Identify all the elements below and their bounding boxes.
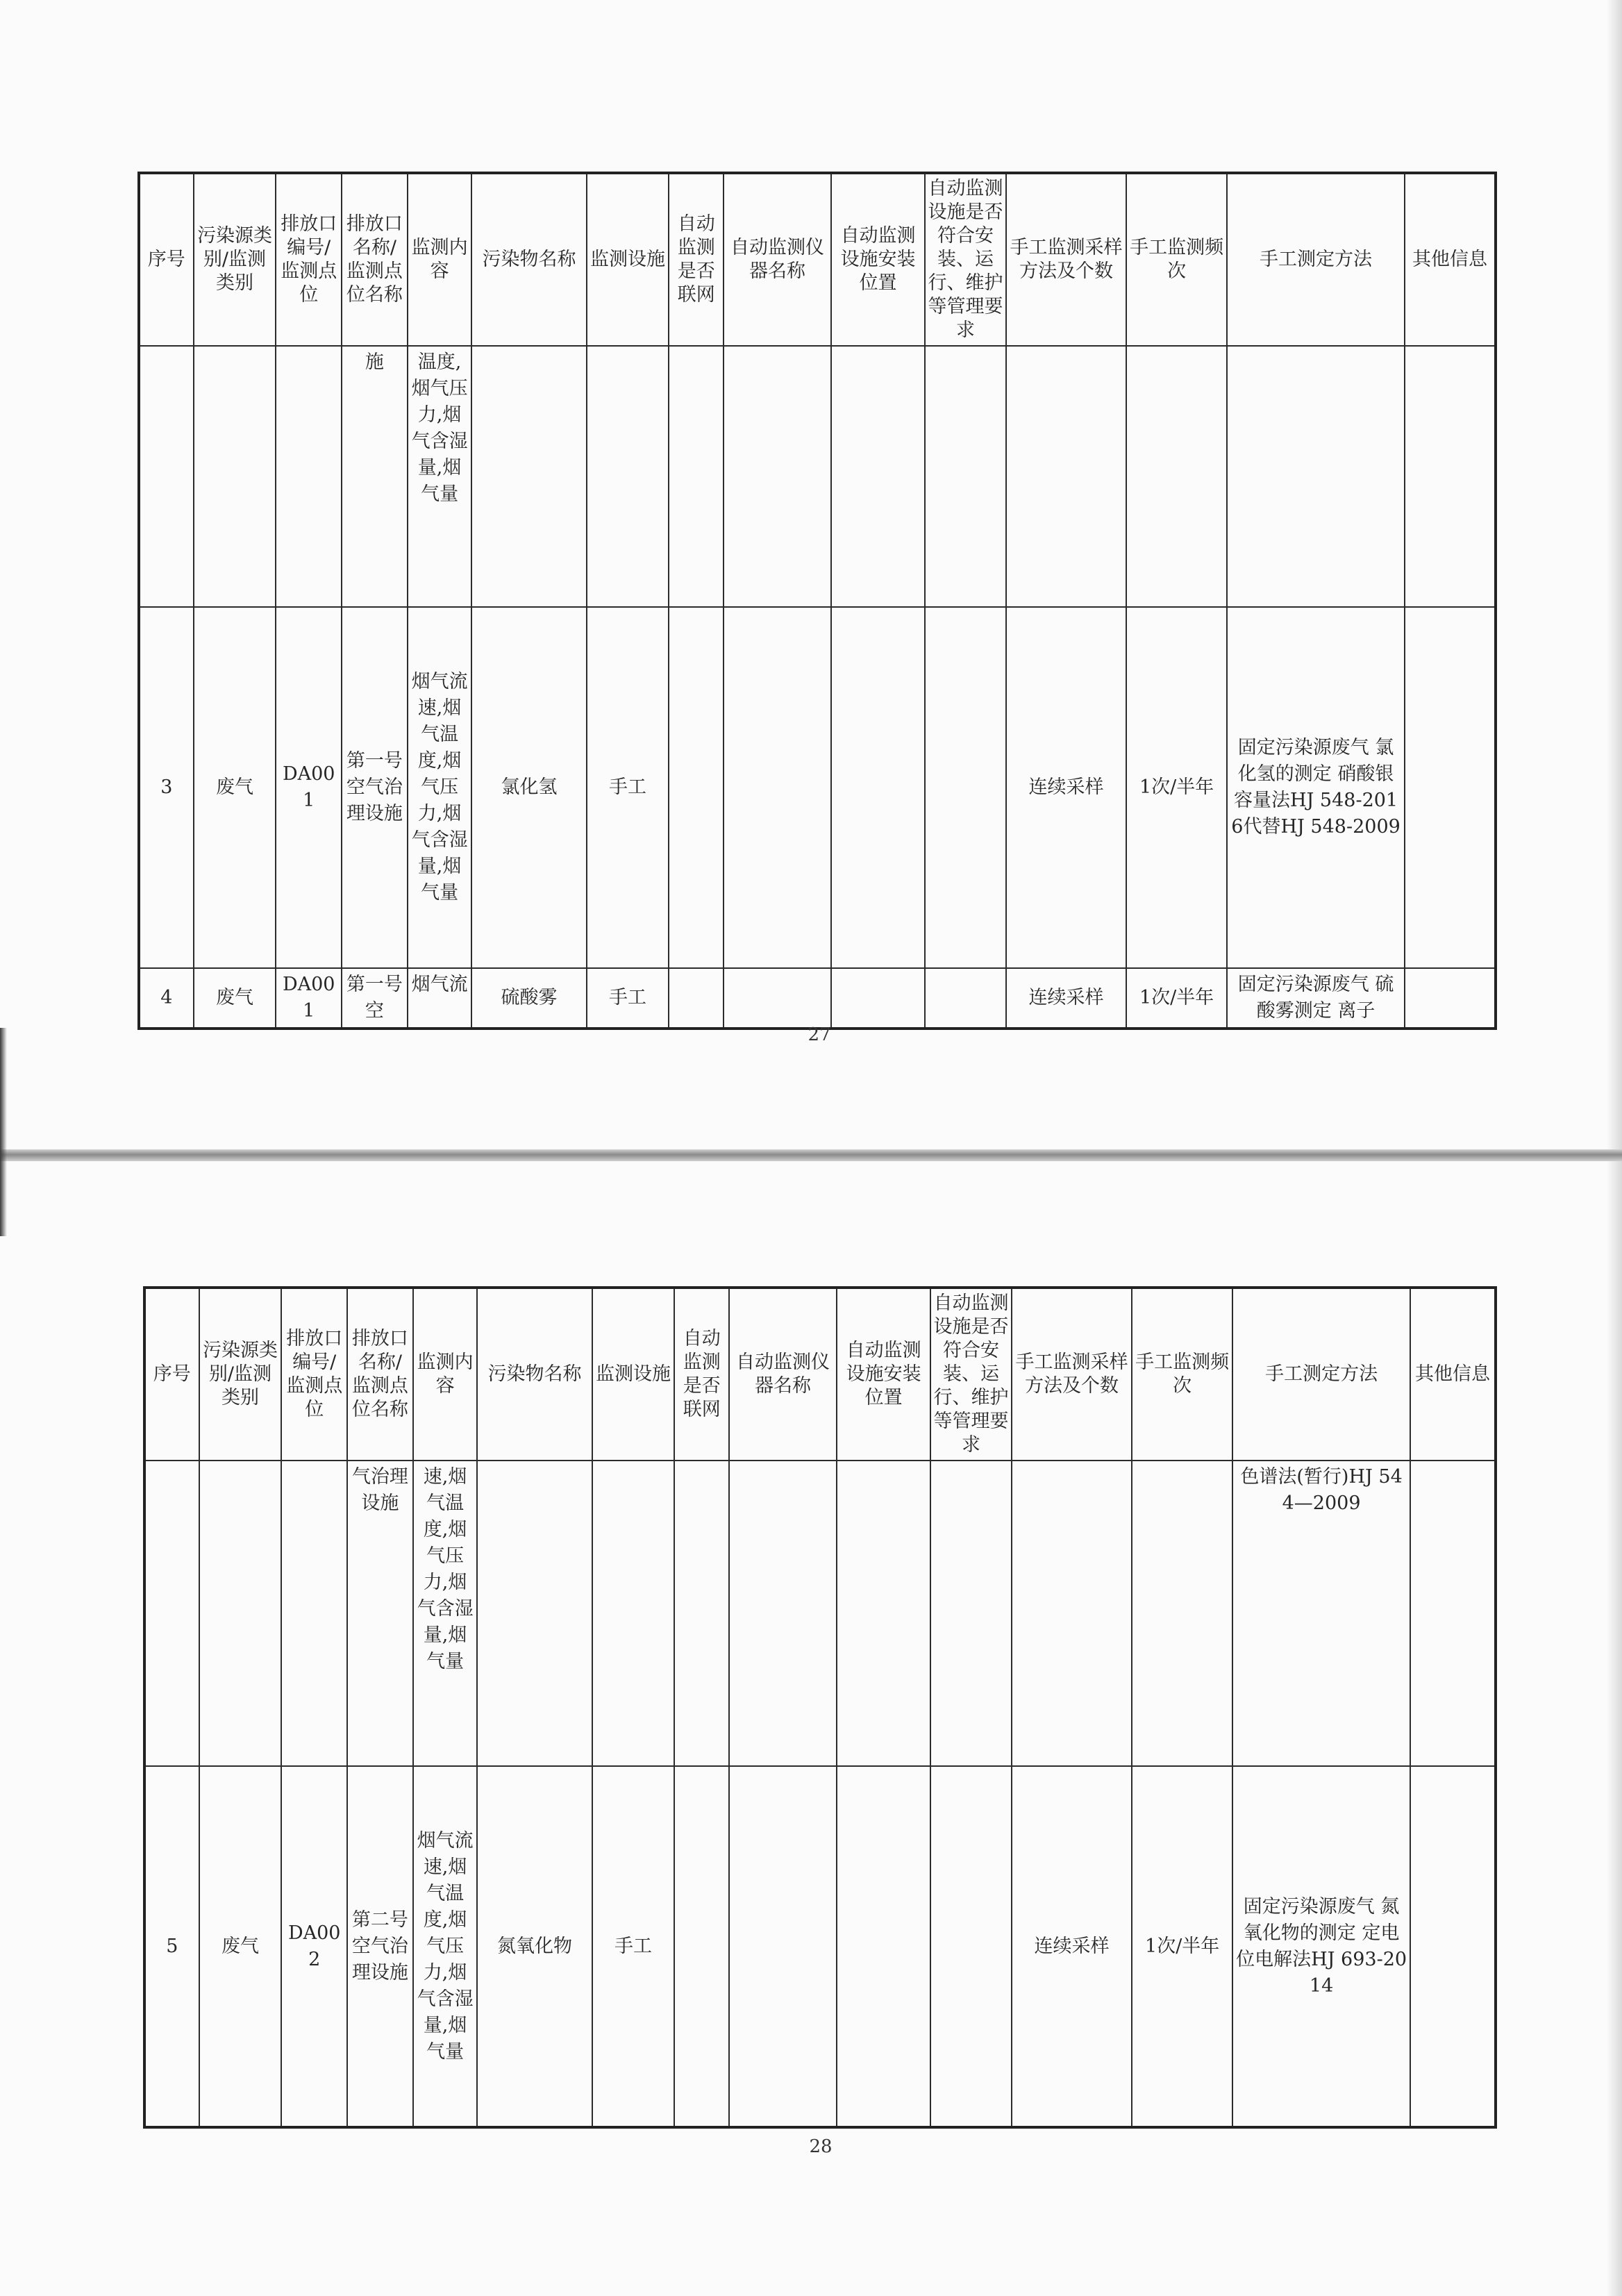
table-row (144, 1766, 1496, 2127)
cell-other (1410, 1461, 1496, 1766)
cell-name: 气治理设施 (347, 1461, 413, 1766)
cell-frequency (1132, 1461, 1232, 1766)
cell-method: 固定污染源废气 氮氧化物的测定 定电位电解法HJ 693-2014 (1232, 1766, 1410, 2127)
cell-networked (669, 607, 724, 968)
cell-method: 固定污染源废气 硫酸雾测定 离子 (1227, 968, 1405, 1029)
header-sampling: 手工监测采样方法及个数 (1006, 173, 1126, 346)
cell-seq: 4 (139, 968, 194, 1029)
cell-install-position (831, 968, 925, 1029)
cell-sampling: 连续采样 (1012, 1766, 1132, 2127)
header-compliance: 自动监测设施是否符合安装、运行、维护等管理要求 (925, 173, 1006, 346)
cell-instrument (729, 1461, 837, 1766)
cell-category: 废气 (194, 607, 276, 968)
header-other: 其他信息 (1405, 173, 1496, 346)
cell-other (1410, 1766, 1496, 2127)
cell-compliance (925, 607, 1006, 968)
cell-pollutant (477, 1461, 592, 1766)
cell-seq (139, 346, 194, 607)
header-instrument: 自动监测仪器名称 (724, 173, 831, 346)
header-name: 排放口名称/监测点位名称 (342, 173, 408, 346)
cell-frequency: 1次/半年 (1126, 607, 1227, 968)
cell-pollutant: 硫酸雾 (471, 968, 586, 1029)
cell-pollutant: 氮氧化物 (477, 1766, 592, 2127)
header-sampling: 手工监测采样方法及个数 (1012, 1288, 1132, 1461)
header-networked: 自动监测是否联网 (674, 1288, 729, 1461)
cell-seq: 5 (144, 1766, 199, 2127)
cell-sampling: 连续采样 (1006, 968, 1126, 1029)
cell-compliance (925, 968, 1006, 1029)
scan-edge-shadow (0, 1028, 7, 1236)
cell-instrument (724, 968, 831, 1029)
cell-seq (144, 1461, 199, 1766)
cell-sampling (1006, 346, 1126, 607)
header-content: 监测内容 (413, 1288, 478, 1461)
header-row (139, 173, 1496, 346)
cell-compliance (930, 1461, 1012, 1766)
header-compliance: 自动监测设施是否符合安装、运行、维护等管理要求 (930, 1288, 1012, 1461)
header-frequency: 手工监测频次 (1126, 173, 1227, 346)
cell-compliance (925, 346, 1006, 607)
header-seq: 序号 (139, 173, 194, 346)
header-facility: 监测设施 (592, 1288, 675, 1461)
header-name: 排放口名称/监测点位名称 (347, 1288, 413, 1461)
cell-name: 第一号空气治理设施 (342, 607, 408, 968)
cell-content: 烟气流速,烟气温度,烟气压力,烟气含湿量,烟气量 (408, 607, 472, 968)
cell-frequency (1126, 346, 1227, 607)
cell-networked (669, 346, 724, 607)
cell-networked (674, 1461, 729, 1766)
header-pollutant: 污染物名称 (471, 173, 586, 346)
cell-pollutant: 氯化氢 (471, 607, 586, 968)
cell-install-position (831, 346, 925, 607)
header-category: 污染源类别/监测类别 (194, 173, 276, 346)
cell-networked (674, 1766, 729, 2127)
header-install-position: 自动监测设施安装位置 (837, 1288, 930, 1461)
cell-facility (587, 346, 669, 607)
header-other: 其他信息 (1410, 1288, 1496, 1461)
header-facility: 监测设施 (587, 173, 669, 346)
cell-pollutant (471, 346, 586, 607)
cell-code (276, 346, 342, 607)
cell-compliance (930, 1766, 1012, 2127)
header-code: 排放口编号/监测点位 (281, 1288, 347, 1461)
header-method: 手工测定方法 (1232, 1288, 1410, 1461)
cell-networked (669, 968, 724, 1029)
cell-facility: 手工 (587, 968, 669, 1029)
cell-facility: 手工 (592, 1766, 675, 2127)
cell-code: DA001 (276, 607, 342, 968)
scan-edge-right-bottom (1607, 1161, 1622, 2296)
cell-install-position (831, 607, 925, 968)
cell-name: 施 (342, 346, 408, 607)
table-row (139, 968, 1496, 1029)
cell-content: 烟气流 (408, 968, 472, 1029)
cell-instrument (724, 607, 831, 968)
cell-category: 废气 (199, 1766, 282, 2127)
cell-content: 烟气流速,烟气温度,烟气压力,烟气含湿量,烟气量 (413, 1766, 478, 2127)
cell-category: 废气 (194, 968, 276, 1029)
cell-code: DA002 (281, 1766, 347, 2127)
header-row (144, 1288, 1496, 1461)
cell-frequency: 1次/半年 (1132, 1766, 1232, 2127)
cell-code: DA001 (276, 968, 342, 1029)
header-category: 污染源类别/监测类别 (199, 1288, 282, 1461)
table-row (139, 346, 1496, 607)
cell-sampling: 连续采样 (1006, 607, 1126, 968)
cell-instrument (729, 1766, 837, 2127)
cell-content: 速,烟气温度,烟气压力,烟气含湿量,烟气量 (413, 1461, 478, 1766)
cell-method: 色谱法(暂行)HJ 544—2009 (1232, 1461, 1410, 1766)
cell-facility (592, 1461, 675, 1766)
header-content: 监测内容 (408, 173, 472, 346)
cell-other (1405, 607, 1496, 968)
cell-facility: 手工 (587, 607, 669, 968)
table-row (144, 1461, 1496, 1766)
cell-instrument (724, 346, 831, 607)
cell-other (1405, 346, 1496, 607)
header-method: 手工测定方法 (1227, 173, 1405, 346)
table-row (139, 607, 1496, 968)
header-instrument: 自动监测仪器名称 (729, 1288, 837, 1461)
cell-category (194, 346, 276, 607)
monitoring-table-page-27 (137, 172, 1497, 1030)
header-frequency: 手工监测频次 (1132, 1288, 1232, 1461)
cell-method: 固定污染源废气 氯化氢的测定 硝酸银容量法HJ 548-2016代替HJ 548-2009 (1227, 607, 1405, 968)
header-seq: 序号 (144, 1288, 199, 1461)
cell-code (281, 1461, 347, 1766)
cell-seq: 3 (139, 607, 194, 968)
cell-sampling (1012, 1461, 1132, 1766)
header-networked: 自动监测是否联网 (669, 173, 724, 346)
cell-install-position (837, 1461, 930, 1766)
cell-frequency: 1次/半年 (1126, 968, 1227, 1029)
cell-content: 温度,烟气压力,烟气含湿量,烟气量 (408, 346, 472, 607)
header-install-position: 自动监测设施安装位置 (831, 173, 925, 346)
page-fold (0, 1149, 1622, 1161)
page-number: 27 (808, 1024, 831, 1045)
cell-method (1227, 346, 1405, 607)
scan-edge-right-top (1607, 0, 1622, 1149)
cell-category (199, 1461, 282, 1766)
cell-name: 第二号空气治理设施 (347, 1766, 413, 2127)
cell-name: 第一号空 (342, 968, 408, 1029)
header-code: 排放口编号/监测点位 (276, 173, 342, 346)
cell-install-position (837, 1766, 930, 2127)
header-pollutant: 污染物名称 (477, 1288, 592, 1461)
monitoring-table-page-28 (143, 1286, 1497, 2129)
page-number: 28 (809, 2136, 833, 2157)
cell-other (1405, 968, 1496, 1029)
